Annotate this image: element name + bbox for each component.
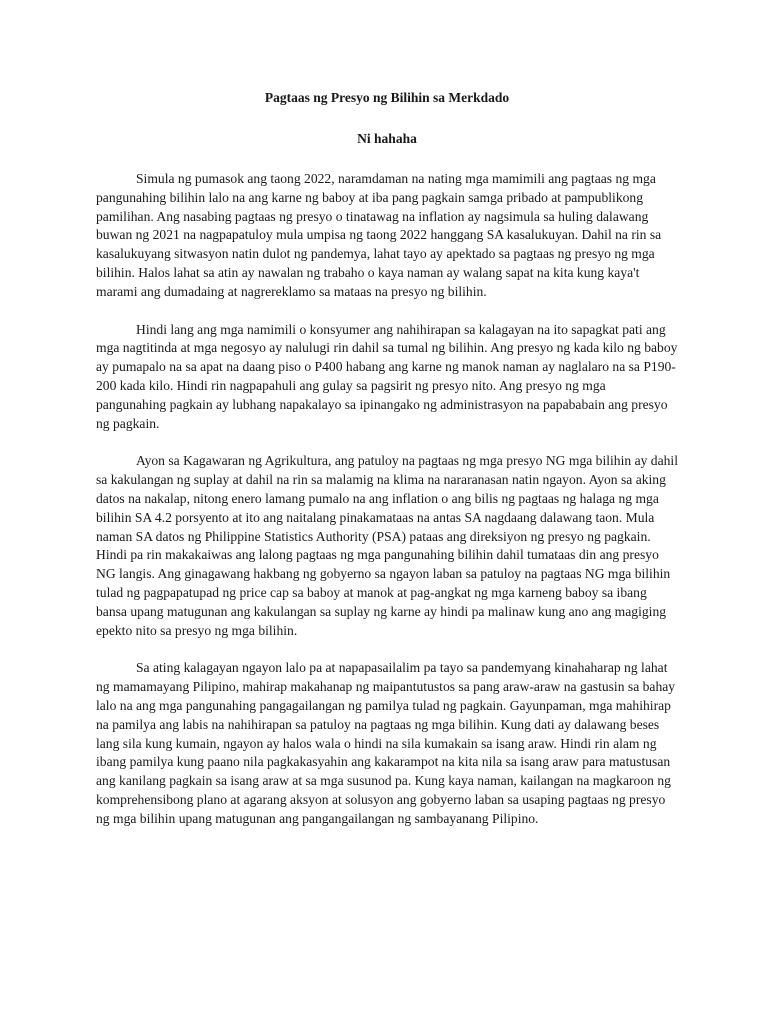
paragraph-4: Sa ating kalagayan ngayon lalo pa at napapasailalim pa tayo sa pandemyang kinahaharap ng lahat ng mamamayang Pilipino, mahirap makahanap ng maipantutustos sa pang araw-araw na gastusin sa bahay lalo na ang mga pangunahing pangagailangan ng pamilya tulad ng pagkain. Gayunpaman, mga mahihirap na pamilya ang labis na nahihirapan sa patuloy na pagtaas ng mga bilihin. Kung dati ay dalawang beses lang sila kung kumain, ngayon ay halos wala o hindi na sila kumakain sa isang araw. Hindi rin alam ng ibang pamilya kung paano nila pagkakasyahin ang kakarampot na kita nila sa isang araw para matustusan ang kanilang pagkain sa isang araw at sa mga susunod pa. Kung kaya naman, kailangan na magkaroon ng komprehensibong plano at agarang aksyon at solusyon ang gobyerno laban sa usaping pagtaas ng presyo ng mga bilihin upang matugunan ang pangangailangan ng sambayanang Pilipino. [96, 660, 676, 826]
document-title: Pagtaas ng Presyo ng Bilihin sa Merkdado [264, 90, 510, 105]
paragraph-1: Simula ng pumasok ang taong 2022, naramdaman na nating mga mamimili ang pagtaas ng mga pangunahing bilihin lalo na ang karne ng baboy at iba pang pagkain samga pribado at pampublikong pamilihan. Ang nasabing pagtaas ng presyo o tinatawag na inflation ay nagsimula sa huling dalawang buwan ng 2021 na nagpapatuloy mula umpisa ng taong 2022 hanggang SA kasalukuyan. Dahil na rin sa kasalukuyang sitwasyon natin dulot ng pandemya, lahat tayo ay apektado sa pagtaas ng presyo ng mga bilihin. Halos lahat sa atin ay nawalan ng trabaho o kaya naman ay walang sapat na kita kung kaya't marami ang dumadaing at nagrereklamo sa mataas na presyo ng bilihin. [96, 171, 662, 299]
document-page [96, 88, 678, 848]
paragraph-2: Hindi lang ang mga namimili o konsyumer ang nahihirapan sa kalagayan na ito sapagkat pati ang mga nagtitinda at mga negosyo ay nalulugi rin dahil sa tumal ng bilihin. Ang presyo ng kada kilo ng baboy ay pumapalo na sa apat na daang piso o P400 habang ang karne ng manok naman ay naglalaro na sa P190-200 kada kilo. Hindi rin nagpapahuli ang gulay sa pagsirit ng presyo nito. Ang presyo ng mga pangunahing pagkain ay lubhang napakalayo sa ipinangako ng administrasyon na papababain ang presyo ng pagkain. [96, 321, 678, 431]
document-author: Ni hahaha [357, 131, 417, 146]
paragraph-3: Ayon sa Kagawaran ng Agrikultura, ang patuloy na pagtaas ng mga presyo NG mga bilihin ay dahil sa kakulangan ng suplay at dahil na rin sa malamig na klima na nararanasan natin ngayon. Ayon sa aking datos na nakalap, nitong enero lamang pumalo na ang inflation o ang bilis ng pagtaas ng halaga ng mga bilihin SA 4.2 porsyento at ito ang naitalang pinakamataas na antas SA nagdaang dalawang taon. Mula naman SA datos ng Philippine Statistics Authority (PSA) pataas ang direksiyon ng presyo ng pagkain. Hindi pa rin makakaiwas ang lalong pagtaas ng mga pangunahing bilihin dahil tumataas din ang presyo NG langis. Ang ginagawang hakbang ng gobyerno sa ngayon laban sa patuloy na pagtaas NG mga bilihin tulad ng pagpapatupad ng price cap sa baboy at manok at pag-angkat ng mga karneng baboy sa ibang bansa upang matugunan ang kakulangan sa suplay ng karne ay hindi pa malinaw kung ano ang magiging epekto nito sa presyo ng mga bilihin. [96, 453, 678, 638]
